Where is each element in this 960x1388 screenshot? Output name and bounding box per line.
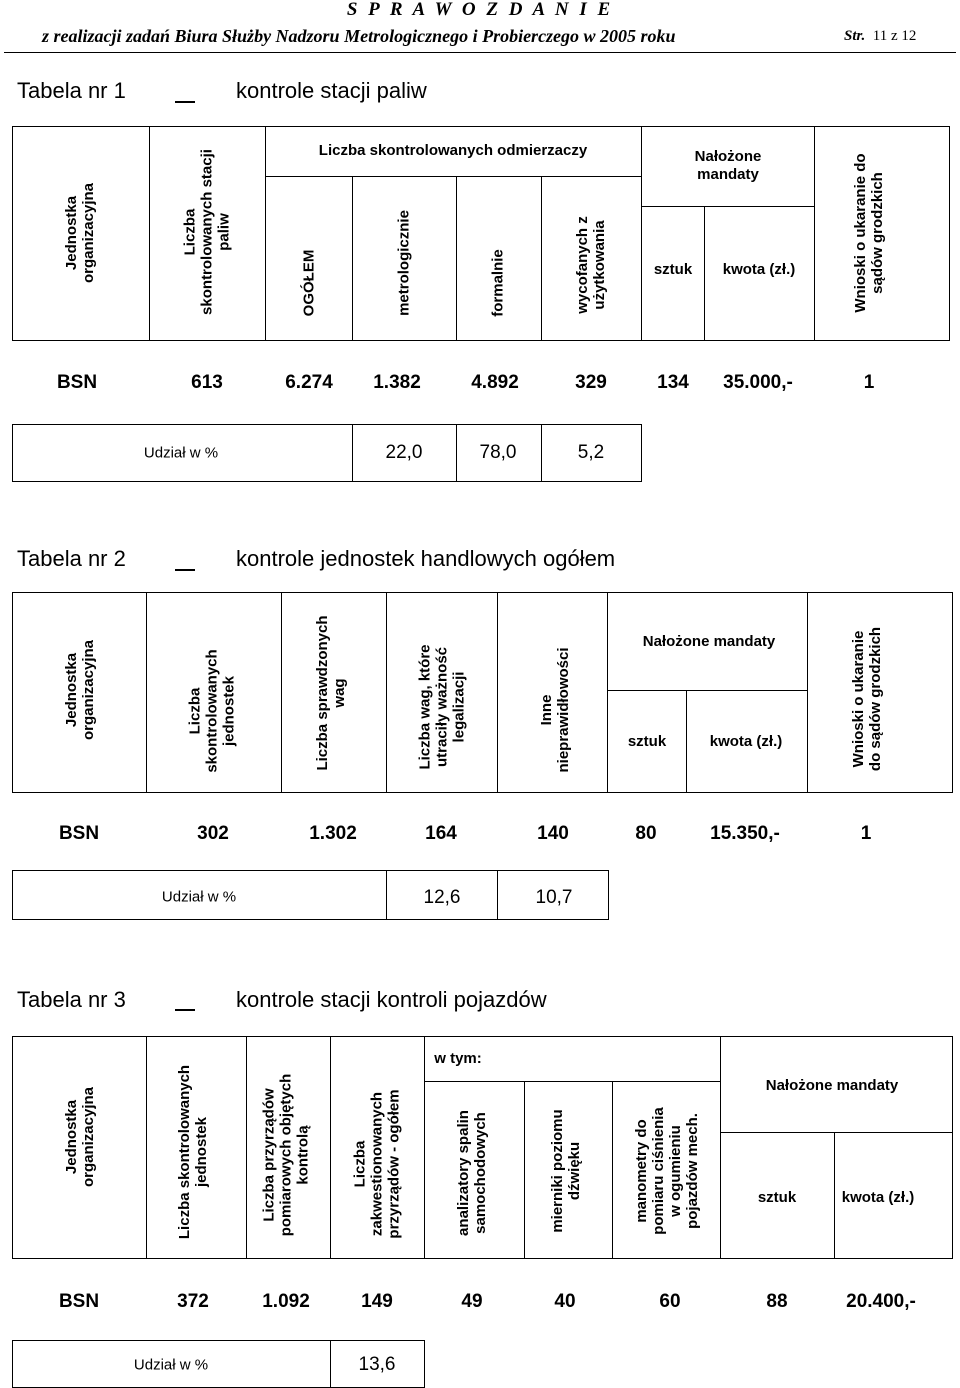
t3-val-units: 372 [177, 1291, 209, 1312]
t3-val-fines-amount: 20.400,- [846, 1291, 916, 1312]
t1-val-stations: 613 [191, 372, 223, 393]
t3-col-unit: Jednostka organizacyjna [63, 1086, 97, 1188]
t1-share-formal: 78,0 [479, 442, 517, 463]
t2-col-fines-amount: kwota (zł.) [709, 733, 783, 750]
t3-val-manometers: 60 [659, 1291, 681, 1312]
page-indicator [844, 28, 916, 45]
t1-col-dispensers-group: Liczba skontrolowanych odmierzaczy [318, 142, 588, 159]
t1-col-unit: Jednostka organizacyjna [63, 182, 97, 284]
t2-unit: BSN [58, 823, 100, 844]
t1-val-withdrawn: 329 [575, 372, 607, 393]
table3-dash [175, 1009, 195, 1011]
t1-col-court: Wnioski o ukaranie do sądów grodzkich [852, 153, 886, 313]
t2-val-invalid: 164 [425, 823, 457, 844]
t2-col-fines-count: sztuk [627, 733, 667, 750]
t2-share-invalid: 12,6 [423, 887, 461, 908]
t2-col-scales-checked: Liczba sprawdzonych wag [314, 615, 348, 771]
t2-val-fines-count: 80 [635, 823, 657, 844]
table2-title: kontrole jednostek handlowych ogółem [236, 546, 616, 571]
t3-col-analyzers: analizatory spalin samochodowych [455, 1110, 489, 1236]
t1-col-total: OGÓŁEM [300, 249, 318, 317]
t2-val-fines-amount: 15.350,- [710, 823, 780, 844]
t3-col-fines-group: Nałożone mandaty [765, 1077, 899, 1094]
t1-share-metrological: 22,0 [385, 442, 423, 463]
t3-col-questioned: Liczba zakwestionowanych przyrządów - ogółem [351, 1089, 403, 1239]
table1-dash [175, 101, 195, 103]
t2-col-court: Wnioski o ukaranie do sądów grodzkich [850, 626, 884, 772]
t1-share-withdrawn: 5,2 [577, 442, 605, 463]
t3-col-instruments: Liczba przyrządów pomiarowych objętych kontrolą [260, 1073, 312, 1237]
t3-val-sound-meters: 40 [554, 1291, 576, 1312]
t2-col-other: Inne nieprawidłowości [538, 647, 572, 773]
t2-col-unit: Jednostka organizacyjna [63, 639, 97, 741]
t1-col-fines-amount: kwota (zł.) [722, 261, 796, 278]
t1-val-court: 1 [863, 372, 875, 393]
t1-col-fines-count: sztuk [653, 261, 693, 278]
t3-unit: BSN [58, 1291, 100, 1312]
t2-col-scales-invalid: Liczba wag, które utraciły ważność legalizacji [416, 644, 468, 770]
table1-title: kontrole stacji paliw [236, 78, 427, 103]
table2-dash [175, 569, 195, 571]
t1-share-row [12, 424, 642, 482]
t1-val-fines-count: 134 [657, 372, 689, 393]
t3-share-questioned: 13,6 [358, 1354, 396, 1375]
table3-label: Tabela nr 3 [17, 987, 126, 1012]
t3-col-manometers: manometry do pomiaru ciśnienia w ogumieniu pojazdów mech. [633, 1107, 701, 1235]
table2-header [12, 592, 953, 793]
t3-col-fines-count: sztuk [757, 1189, 797, 1206]
t1-col-withdrawn: wycofanych z użytkowania [574, 216, 608, 314]
t2-share-other: 10,7 [535, 887, 573, 908]
t2-val-scales: 1.302 [309, 823, 357, 844]
t1-col-metrological: metrologicznie [395, 210, 413, 316]
t1-col-stations: Liczba skontrolowanych stacji paliw [181, 149, 233, 315]
t3-val-questioned: 149 [361, 1291, 393, 1312]
t2-val-court: 1 [860, 823, 872, 844]
t2-col-fines-group: Nałożone mandaty [642, 633, 776, 650]
t2-col-units-checked: Liczba skontrolowanych jednostek [186, 649, 238, 773]
t3-val-fines-count: 88 [766, 1291, 788, 1312]
t1-val-metrological: 1.382 [373, 372, 421, 393]
t3-val-instruments: 1.092 [262, 1291, 310, 1312]
t3-share-label: Udział w % [133, 1356, 209, 1374]
page-number: 11 z 12 [872, 28, 917, 44]
t1-val-fines-amount: 35.000,- [723, 372, 793, 393]
t3-col-including: w tym: [434, 1050, 482, 1067]
t3-col-units-checked: Liczba skontrolowanych jednostek [176, 1064, 210, 1240]
t2-val-units: 302 [197, 823, 229, 844]
t2-share-row [12, 870, 609, 920]
t1-unit: BSN [56, 372, 98, 393]
t3-col-sound-meters: mierniki poziomu dźwięku [549, 1109, 583, 1233]
t1-val-total: 6.274 [285, 372, 333, 393]
t2-share-label: Udział w % [161, 888, 237, 906]
table2-label: Tabela nr 2 [17, 546, 126, 571]
table1-label: Tabela nr 1 [17, 78, 126, 103]
report-title: S P R A W O Z D A N I E [346, 0, 614, 20]
t3-col-fines-amount: kwota (zł.) [841, 1189, 915, 1206]
page-label: Str. [844, 28, 866, 44]
report-subtitle: z realizacji zadań Biura Służby Nadzoru Metrologicznego i Probierczego w 2005 roku [42, 26, 676, 46]
t3-val-analyzers: 49 [461, 1291, 483, 1312]
t1-val-formal: 4.892 [471, 372, 519, 393]
t1-col-formal: formalnie [489, 249, 507, 317]
t1-share-label: Udział w % [143, 444, 219, 462]
t2-val-other: 140 [537, 823, 569, 844]
table3-title: kontrole stacji kontroli pojazdów [236, 987, 547, 1012]
header-rule [4, 52, 956, 53]
t1-col-fines-group: Nałożone mandaty [694, 148, 762, 183]
